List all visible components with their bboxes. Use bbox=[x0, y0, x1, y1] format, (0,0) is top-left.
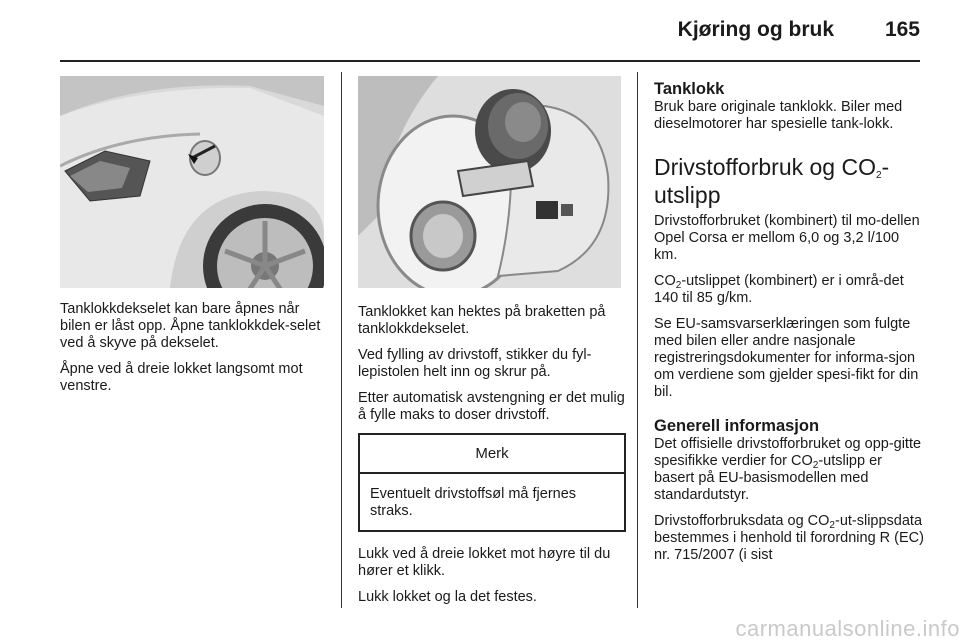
section-heading-generell: Generell informasjon bbox=[654, 417, 820, 435]
note-text: Eventuelt drivstoffsøl må fjernes straks. bbox=[370, 486, 577, 519]
column-1 bbox=[60, 301, 328, 404]
paragraph: Lukk ved å dreie lokket mot høyre til du hører et klikk. bbox=[358, 546, 611, 579]
paragraph: $CO_2$-utslippet (kombinert) er i områ-det 140 til 85 g/km. bbox=[654, 273, 904, 306]
paragraph: Etter automatisk avstengning er det mulig å fylle maks to doser drivstoff. bbox=[358, 390, 625, 423]
paragraph: Åpne ved å dreie lokket langsomt mot venstre. bbox=[60, 361, 303, 394]
note-title: Merk bbox=[360, 435, 624, 474]
paragraph: Drivstofforbruksdata og $CO_2-ut$-slippsdata bestemmes i henhold til forordning R (EC) nr. 715/2007 (i sist bbox=[654, 513, 924, 563]
fuel-cap-bracket-illustration bbox=[358, 76, 621, 288]
page-number: 165 bbox=[884, 18, 920, 41]
header-rule bbox=[60, 60, 920, 62]
note-box bbox=[358, 433, 626, 532]
paragraph: Se EU-samsvarserklæringen som fulgte med bilen eller andre nasjonale registreringsdokumenter for informa-sjon om verdiene som gjelder spesi-fikt for din bil. bbox=[654, 316, 919, 400]
image-caption: Tanklokkdekselet kan bare åpnes når bilen er låst opp. Åpne tanklokkdek-selet ved å skyve på dekselet. bbox=[60, 301, 321, 351]
paragraph: Tanklokket kan hektes på braketten på tanklokkdekselet. bbox=[358, 304, 606, 337]
paragraph: Lukk lokket og la det festes. bbox=[358, 589, 537, 605]
page-title: Kjøring og bruk bbox=[677, 18, 834, 41]
fuel-flap-car-illustration bbox=[60, 76, 324, 288]
column-2 bbox=[358, 304, 626, 615]
watermark: carmanualsonline.info bbox=[735, 616, 960, 641]
paragraph: Det offisielle drivstofforbruket og opp-gitte spesifikke verdier for $CO_2$-utslipp er basert på EU-basismodellen med standardutstyr. bbox=[654, 436, 922, 503]
paragraph: Bruk bare originale tanklokk. Biler med dieselmotorer har spesielle tank-lokk. bbox=[654, 99, 903, 132]
column-3 bbox=[654, 80, 924, 573]
section-heading-tanklokk: Tanklokk bbox=[654, 80, 725, 98]
paragraph: Drivstofforbruket (kombinert) til mo-dellen Opel Corsa er mellom 6,0 og 3,2 l/100 km. bbox=[654, 213, 920, 263]
column-divider bbox=[637, 72, 638, 608]
section-heading-drivstofforbruk: Drivstofforbruk og $CO_2$-utslipp bbox=[654, 154, 890, 208]
page-header bbox=[60, 14, 920, 54]
paragraph: Ved fylling av drivstoff, stikker du fyl-lepistolen helt inn og skrur på. bbox=[358, 347, 592, 380]
column-divider bbox=[341, 72, 342, 608]
